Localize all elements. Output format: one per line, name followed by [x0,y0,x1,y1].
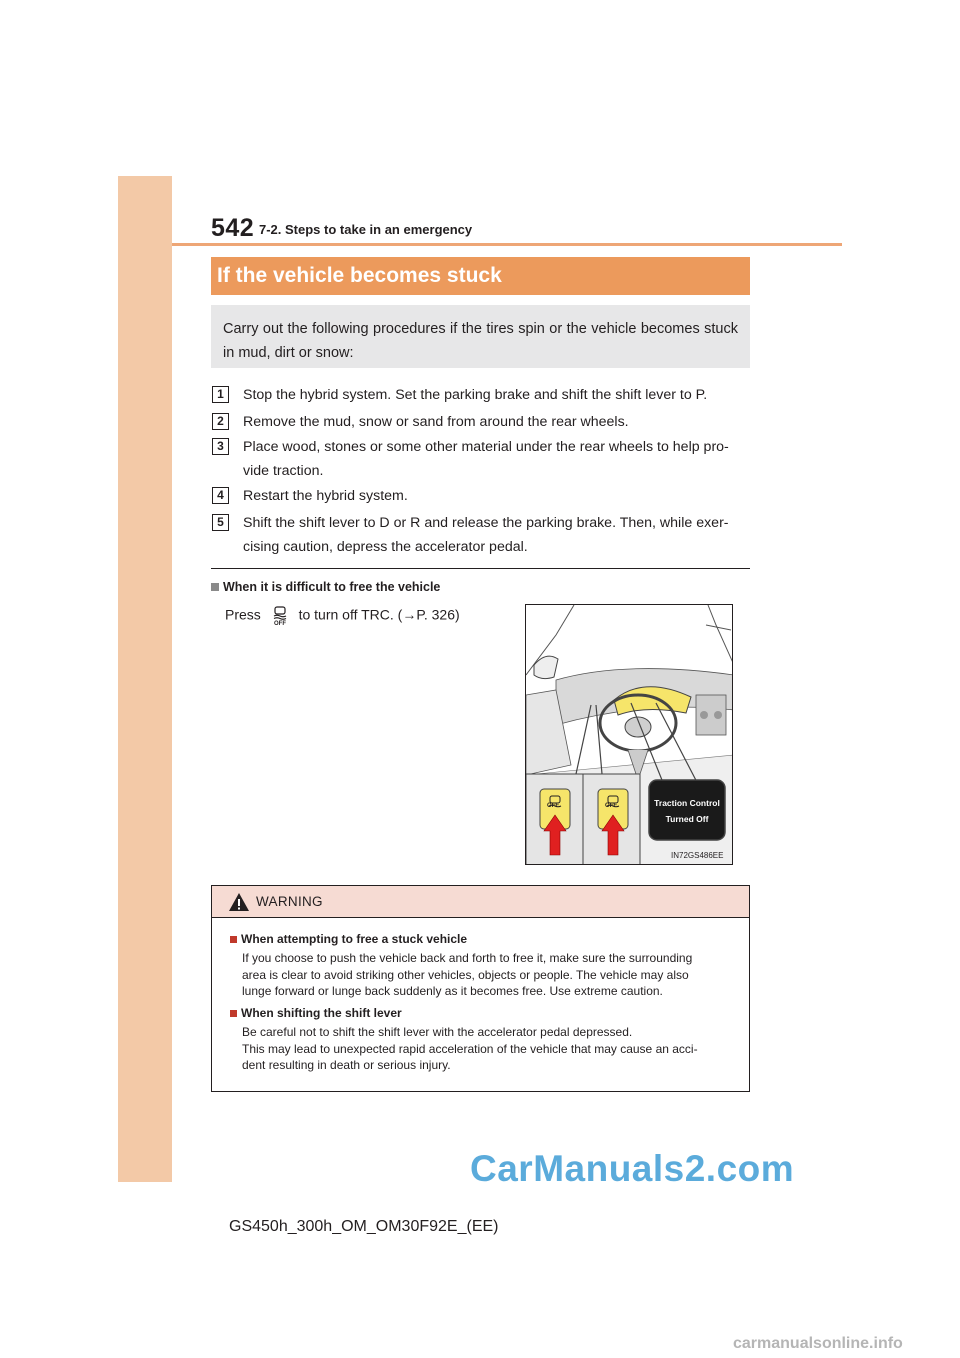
warning-item-title [230,932,467,946]
illustration-code: IN72GS486EE [671,851,724,860]
warning-line: area is clear to avoid striking other vehicles, objects or people. The vehicle may also [242,967,689,982]
step-line: Restart the hybrid system. [243,488,408,504]
header-rule [172,243,842,246]
section-title: 7-2. Steps to take in an emergency [259,222,473,237]
warning-item-title [230,1006,402,1020]
note-title: When it is difficult to free the vehicle [223,580,441,594]
press-instruction [225,606,460,626]
warning-title: WARNING [256,894,323,909]
watermark-carmanuals2: CarManuals2.com [470,1148,795,1189]
button-off-label: OFF [605,803,617,809]
note-heading [211,580,440,594]
intro-box [211,305,750,368]
warning-line: dent resulting in death or serious injury. [242,1058,451,1072]
step-number: 2 [212,413,229,430]
step-line: Shift the shift lever to D or R and release the parking brake. Then, while exer- [243,515,729,531]
warning-item-text [242,950,740,1000]
side-tab-band [118,176,172,1182]
step-number: 4 [212,487,229,504]
dashboard-illustration [525,604,733,865]
warning-item-title-text: When shifting the shift lever [241,1006,402,1020]
button-off-label: OFF [547,803,559,809]
document-id: GS450h_300h_OM_OM30F92E_(EE) [229,1218,499,1235]
step-text [243,484,748,508]
watermark-carmanualsonline: carmanualsonline.info [733,1335,903,1352]
warning-line: This may lead to unexpected rapid acceleration of the vehicle that may cause an acci- [242,1041,698,1056]
square-bullet-icon [211,583,219,591]
warning-item-title-text: When attempting to free a stuck vehicle [241,932,468,946]
step-number: 1 [212,386,229,403]
warning-box [211,885,750,1092]
press-after: to turn off TRC. (→P. 326) [298,606,460,623]
square-bullet-icon [230,936,237,943]
dashboard-drawing [526,605,733,865]
step-number: 5 [212,514,229,531]
warning-line: Be careful not to shift the shift lever with the accelerator pedal depressed. [242,1025,633,1039]
section-divider [211,568,750,569]
warning-header [212,886,749,918]
warning-triangle-icon [228,892,250,912]
warning-item-text [242,1024,740,1074]
page-number: 542 [211,214,255,242]
step-line: Remove the mud, snow or sand from around the rear wheels. [243,414,629,430]
topic-heading: If the vehicle becomes stuck [211,257,750,295]
step-line: Stop the hybrid system. Set the parking brake and shift the shift lever to P. [243,387,708,403]
step-text [243,435,748,483]
display-line-1: Traction Control [654,798,720,808]
warning-line: lunge forward or lunge back suddenly as it becomes free. Use extreme caution. [242,984,663,998]
step-text [243,410,748,434]
step-text [243,511,748,559]
square-bullet-icon [230,1010,237,1017]
step-number: 3 [212,438,229,455]
intro-text: Carry out the following procedures if the tires spin or the vehicle becomes stuck in mud, dirt or snow: [223,321,738,361]
press-before: Press [225,606,261,623]
vsc-off-icon [265,606,295,626]
step-text [243,383,748,407]
step-line: Place wood, stones or some other material under the rear wheels to help pro- [243,439,729,455]
warning-line: If you choose to push the vehicle back and forth to free it, make sure the surrounding [242,951,693,965]
display-line-2: Turned Off [665,814,709,824]
svg-text:OFF: OFF [273,621,286,626]
step-line: cising caution, depress the accelerator pedal. [243,539,528,555]
step-line: vide traction. [243,463,324,479]
